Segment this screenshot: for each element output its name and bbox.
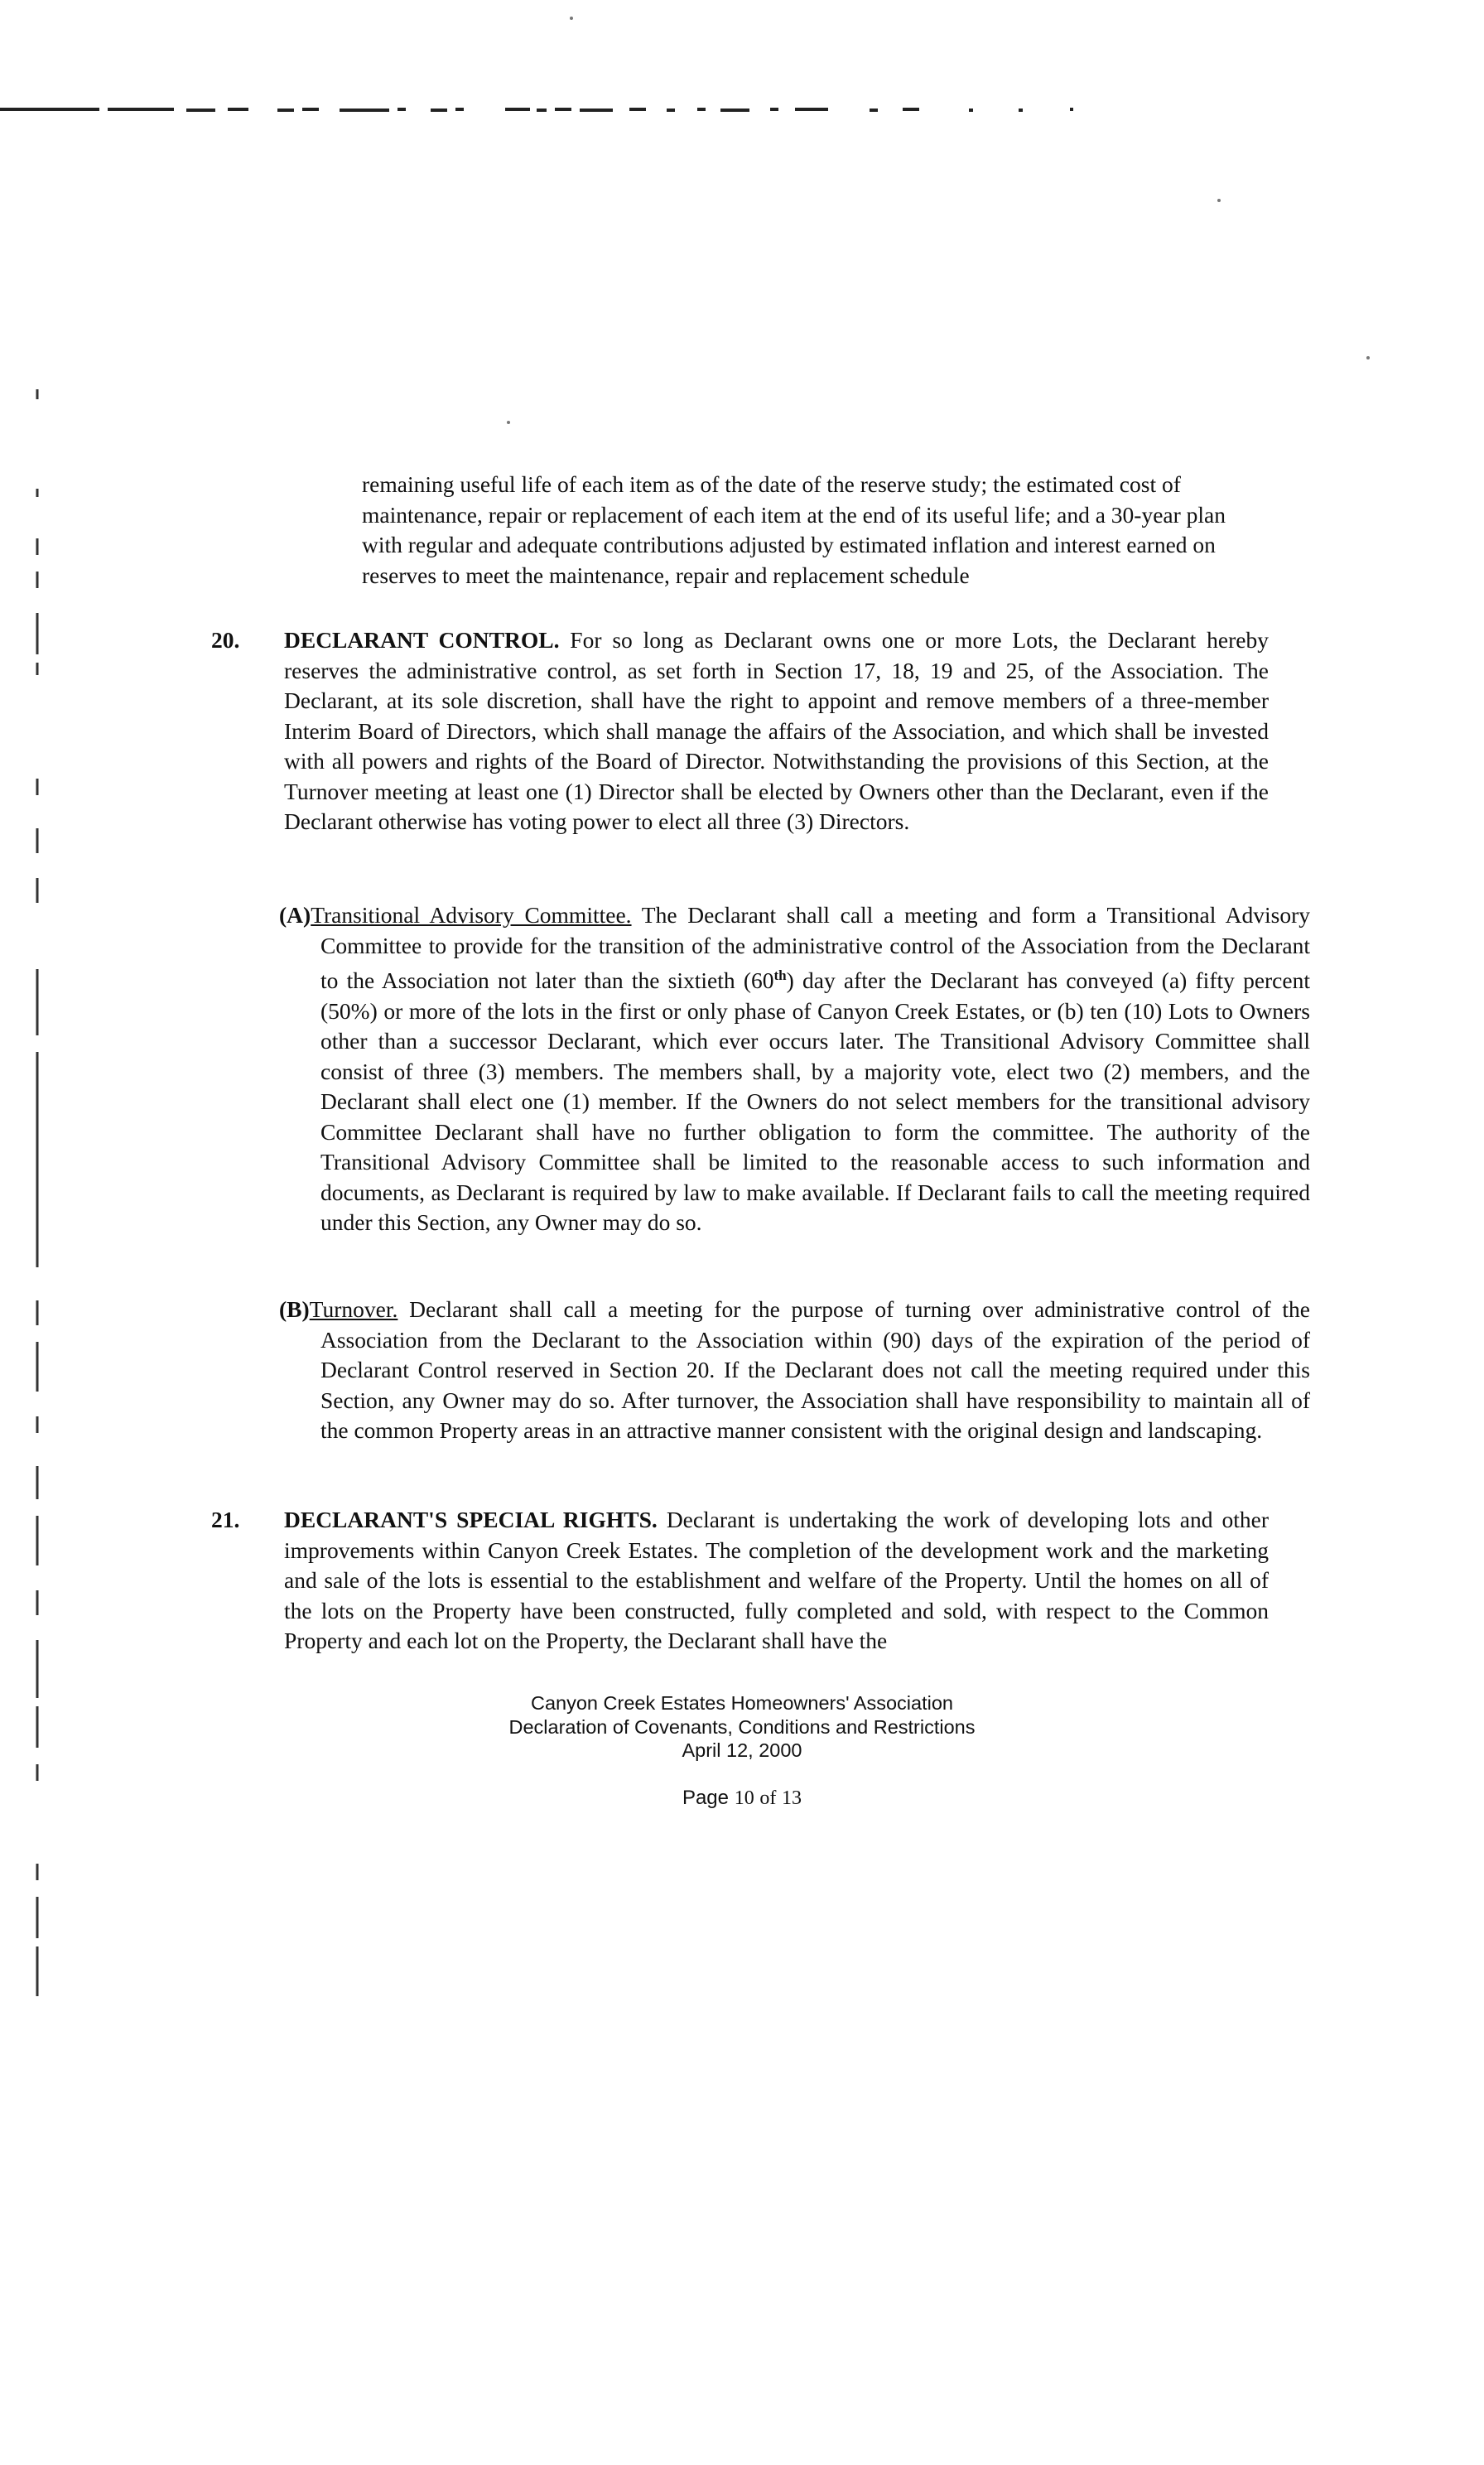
page-number-total: 13 <box>782 1787 802 1809</box>
subsection-a <box>279 900 1310 1238</box>
scan-artifact-line <box>0 104 1093 115</box>
footer-association-name: Canyon Creek Estates Homeowners' Association <box>531 1692 953 1714</box>
subsection-title: Transitional Advisory Committee. <box>311 902 632 928</box>
subsection-b <box>279 1295 1310 1446</box>
subsection-text: The Declarant shall call a meeting and form a Transitional Advisory Committee to provide for the transition of the administrative control of the Association from the Declarant to the Association not later than the sixtieth (60 <box>320 902 1310 994</box>
scan-dot <box>1217 199 1221 202</box>
section-number: 20. <box>211 627 240 653</box>
section-text: Declarant is undertaking the work of developing lots and other improvements within Canyon Creek Estates. The completion of the development work and the marketing and sale of the lots is essential to the establishment and welfare of the Property. Until the homes on all of the lots on the Property have been constructed, fully completed and sold, with respect to the Common Property and each lot on the Property, the Declarant shall have the <box>284 1507 1269 1653</box>
section-body <box>284 625 1269 837</box>
scan-dot <box>1366 356 1370 359</box>
section-number: 21. <box>211 1507 240 1532</box>
section-heading: DECLARANT CONTROL. <box>284 627 560 653</box>
page-number-current: 10 <box>734 1787 754 1809</box>
page-number <box>411 1787 1073 1810</box>
subsection-title: Turnover. <box>309 1296 398 1322</box>
scan-artifact-margin <box>25 389 50 2029</box>
section-heading: DECLARANT'S SPECIAL RIGHTS. <box>284 1507 658 1532</box>
scan-dot <box>570 17 573 20</box>
section-text: For so long as Declarant owns one or more Lots, the Declarant hereby reserves the administrative control, as set forth in Section 17, 18, 19 and 25, of the Association. The Declarant, at its sole discretion, shall have the right to appoint and remove members of a three-member Interim Board of Directors, which shall manage the affairs of the Association, and which shall be invested with all powers and rights of the Board of Director. Notwithstanding the provisions of this Section, at the Turnover meeting at least one (1) Director shall be elected by Owners other than the Declarant, even if the Declarant otherwise has voting power to elect all three (3) Directors. <box>284 627 1269 834</box>
document-footer <box>411 1691 1073 1763</box>
section-body <box>284 1505 1269 1657</box>
footer-date: April 12, 2000 <box>682 1739 802 1761</box>
page-number-of: of <box>759 1787 777 1809</box>
subsection-label: (A) <box>279 902 311 928</box>
page-number-prefix: Page <box>682 1787 730 1809</box>
subsection-text: Declarant shall call a meeting for the purpose of turning over administrative control of the Association from the Declarant to the Association within (90) days of the expiration of the period of Declarant Control reserved in Section 20. If the Declarant does not call the meeting required under this Section, any Owner may do so. After turnover, the Association shall have responsibility to maintain all of the common Property areas in an attractive manner consistent with the original design and landscaping. <box>320 1296 1310 1443</box>
ordinal-suffix: th <box>773 967 787 983</box>
continuation-paragraph <box>362 470 1269 591</box>
continuation-text: remaining useful life of each item as of the date of the reserve study; the estimated cost of maintenance, repair or replacement of each item at the end of its useful life; and a 30-year plan with regular and adequate contributions adjusted by estimated inflation and interest earned on reserves to meet the maintenance, repair and replacement schedule <box>362 471 1226 588</box>
subsection-label: (B) <box>279 1296 310 1322</box>
subsection-text-continued: ) day after the Declarant has conveyed (a) fifty percent (50%) or more of the lots in the first or only phase of Canyon Creek Estates, or (b) ten (10) Lots to Owners other than a successor Declarant, which ever occurs later. The Transitional Advisory Committee shall consist of three (3) members. The members shall, by a majority vote, elect two (2) members, and the Declarant shall elect one (1) member. If the Owners do not select members for the transitional advisory Committee Declarant shall have no further obligation to form the committee. The authority of the Transitional Advisory Committee shall be limited to the reasonable access to such information and documents, as Declarant is required by law to make available. If Declarant fails to call the meeting required under this Section, any Owner may do so. <box>320 967 1310 1236</box>
footer-document-title: Declaration of Covenants, Conditions and Restrictions <box>508 1715 976 1738</box>
scan-dot <box>507 421 510 424</box>
